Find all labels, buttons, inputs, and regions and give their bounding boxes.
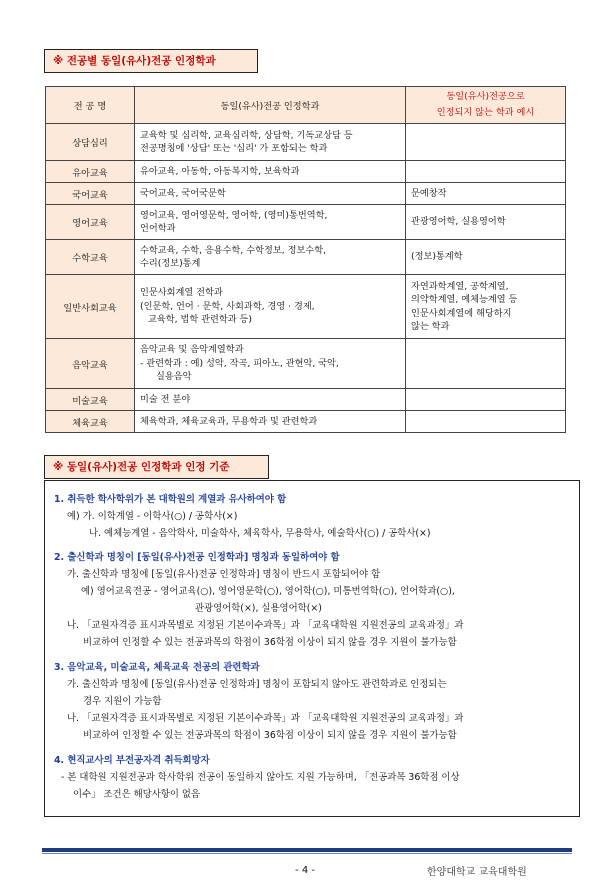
major-name: 미술교육 [46,389,135,411]
criterion-4-item-cont: 이수」 조건은 해당사항이 없음 [73,789,200,800]
example-cell [406,275,566,339]
footer-rule [42,848,572,852]
example-cell [406,183,566,205]
major-name: 체육교육 [46,411,135,433]
table-row [46,240,566,275]
cell-line: (정보)통계학 [411,251,463,263]
criterion-3-item-a: 가. 출신학과 명칭에 [동일(유사)전공 인정학과] 명칭이 포함되지 않아도 관련학과로 인정되는 [67,679,447,690]
cell-line: 관광영어학, 실용영어학 [411,216,506,228]
header-not-recognized-line2: 인정되지 않는 학과 예시 [436,107,535,118]
cell-line: 문예창작 [411,187,447,199]
cell-line: 유아교육, 아동학, 아동복지학, 보육학과 [140,165,300,177]
header-major: 전 공 명 [46,87,135,124]
criterion-4-item: - 본 대학원 지원전공과 학사학위 전공이 동일하지 않아도 지원 가능하며, 「전공과목 36학점 이상 [61,772,460,783]
criterion-1-example-b: 나. 예체능계열 - 음악학사, 미술학사, 체육학사, 무용학사, 예술학사(○) / 공학사(×) [89,528,431,539]
cell-line: 수학교육, 수학, 응용수학, 수학정보, 정보수학, [140,244,327,256]
cell-line: 미술 전 분야 [140,393,191,405]
criterion-3-item-a-cont: 경우 지원이 가능함 [83,696,162,707]
cell-line: - 관련학과 : 예) 성악, 작곡, 피아노, 관현악, 국악, [140,357,339,369]
recognized-cell [135,389,406,411]
cell-line: 인문사회계열 전학과 [140,287,223,299]
header-not-recognized-line1: 동일(유사)전공으로 [446,91,525,102]
table-row [46,161,566,183]
table-row [46,411,566,433]
criterion-3-heading: 3. 음악교육, 미술교육, 체육교육 전공의 관련학과 [54,662,260,673]
section-title-criteria: ※ 동일(유사)전공 인정학과 인정 기준 [44,455,269,479]
cell-line: 않는 학과 [411,321,450,332]
recognized-cell [135,205,406,240]
example-cell [406,411,566,433]
school-name: 한양대학교 교육대학원 [427,867,527,878]
cell-line: 교육학 및 심리학, 교육심리학, 상담학, 기독교상담 등 [140,129,353,141]
example-cell [406,240,566,275]
cell-line: 언어학과 [140,223,176,234]
cell-line: 영어교육, 영어영문학, 영어학, (영미)통번역학, [140,209,328,221]
major-name: 상담심리 [46,124,135,161]
cell-line: 의약학계열, 예체능계열 등 [411,294,518,305]
cell-line: 자연과학계열, 공학계열, [411,280,509,292]
footer-rule-thin [42,853,572,854]
cell-line: 체육학과, 체육교육과, 무용학과 및 관련학과 [140,415,318,427]
example-cell [406,161,566,183]
table-row [46,124,566,161]
recognized-cell [135,161,406,183]
major-name: 유아교육 [46,161,135,183]
cell-line: 인문사회계열에 해당하지 [411,307,512,319]
cell-line: 전공명칭에 '상담' 또는 '심리' 가 포함되는 학과 [140,143,328,154]
criterion-2-item-b-cont: 비교하여 인정할 수 있는 전공과목의 학점이 36학점 이상이 되지 않을 경우 지원이 불가능함 [83,637,457,648]
example-cell [406,205,566,240]
recognized-cell [135,339,406,389]
table-row [46,205,566,240]
criterion-1-heading: 1. 취득한 학사학위가 본 대학원의 계열과 유사하여야 함 [54,494,287,505]
example-cell [406,389,566,411]
cell-line: 실용음악 [156,371,192,383]
table-row [46,339,566,389]
cell-line: 국어교육, 국어국문학 [140,187,226,199]
criterion-4-heading: 4. 현직교사의 부전공자격 취득희망자 [54,755,210,766]
major-name: 일반사회교육 [46,275,135,339]
recognized-cell [135,411,406,433]
cell-line: 음악교육 및 음악계열학과 [140,344,244,356]
example-cell [406,339,566,389]
header-recognized: 동일(유사)전공 인정학과 [135,87,406,124]
cell-line: 수리(정보)통계 [140,258,201,269]
major-name: 음악교육 [46,339,135,389]
criterion-2-item-a: 가. 출신학과 명칭에 [동일(유사)전공 인정학과] 명칭이 반드시 포함되어야 함 [67,569,381,580]
section-title-majors: ※ 전공별 동일(유사)전공 인정학과 [44,49,258,73]
criterion-3-item-b: 나. 「교원자격증 표시과목별로 지정된 기본이수과목」과 「교육대학원 지원전공의 교육과정」과 [67,713,464,724]
major-name: 수학교육 [46,240,135,275]
major-name: 영어교육 [46,205,135,240]
criterion-3-item-b-cont: 비교하여 인정할 수 있는 전공과목의 학점이 36학점 이상이 되지 않을 경우 지원이 불가능함 [83,730,457,741]
recognized-cell [135,275,406,339]
criteria-box [44,480,580,817]
table-header-row [46,87,566,124]
criterion-2-item-b: 나. 「교원자격증 표시과목별로 지정된 기본이수과목」과 「교육대학원 지원전공의 교육과정」과 [67,620,464,631]
header-not-recognized [406,87,566,124]
table-row [46,183,566,205]
recognized-cell [135,124,406,161]
cell-line: (인문학, 언어 · 문학, 사회과학, 경영 · 경제, [140,300,315,312]
example-cell [406,124,566,161]
recognized-cell [135,240,406,275]
criterion-2-example: 예) 영어교육전공 - 영어교육(○), 영어영문학(○), 영어학(○), 미통번역학(○), 언어학과(○), [81,586,455,597]
table-row [46,275,566,339]
recognized-cell [135,183,406,205]
major-table [45,86,566,433]
criterion-2-heading: 2. 출신학과 명칭이 [동일(유사)전공 인정학과] 명칭과 동일하여야 함 [54,552,340,563]
page-number: - 4 - [295,865,315,876]
major-name: 국어교육 [46,183,135,205]
table-row [46,389,566,411]
criterion-1-example-a: 예) 가. 이학계열 - 이학사(○) / 공학사(×) [67,511,238,522]
cell-line: 교육학, 법학 관련학과 등) [148,314,253,326]
criterion-2-example-cont: 관광영어학(×), 실용영어학(×) [195,603,322,614]
